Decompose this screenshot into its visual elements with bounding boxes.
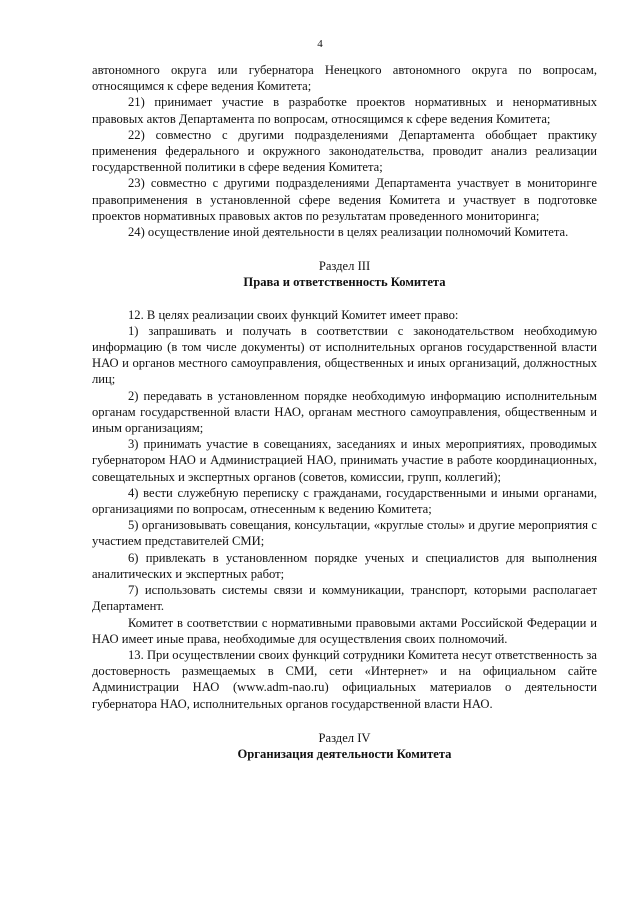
paragraph-13: 13. При осуществлении своих функций сотрудники Комитета несут ответственность за достоверность размещаемых в СМИ, сети «Интернет» и на официальном сайте Администрации НАО (www.adm-nao.ru) официальных материалов о деятельности губернатора НАО, исполнительных органов государственной власти НАО. <box>92 647 597 711</box>
section-4-title: Организация деятельности Комитета <box>237 746 452 761</box>
paragraph-right-5: 5) организовывать совещания, консультации, «круглые столы» и другие мероприятия с участием представителей СМИ; <box>92 518 597 549</box>
paragraph-12: 12. В целях реализации своих функций Комитет имеет право: <box>128 307 459 322</box>
document-body <box>92 62 597 762</box>
spacer <box>92 291 597 307</box>
paragraph-right-2: 2) передавать в установленном порядке необходимую информацию исполнительным органам государственной власти НАО, органам местного самоуправления, общественным и иным организациям; <box>92 388 597 436</box>
spacer <box>92 240 597 258</box>
section-4-label: Раздел IV <box>318 730 371 745</box>
paragraph-item-21: 21) принимает участие в разработке проектов нормативных и ненормативных правовых актов Департамента по вопросам, относящимся к сфере ведения Комитета; <box>92 95 597 126</box>
paragraph-item-22: 22) совместно с другими подразделениями Департамента обобщает практику применения федерального и окружного законодательства, проводит анализ реализации государственной политики в сфере ведения Комитета; <box>92 127 597 175</box>
paragraph-other-rights: Комитет в соответствии с нормативными правовыми актами Российской Федерации и НАО имеет иные права, необходимые для осуществления своих полномочий. <box>92 615 597 646</box>
page-number: 4 <box>317 38 323 50</box>
paragraph-right-4: 4) вести служебную переписку с гражданами, государственными и иными органами, организациями по вопросам, отнесенным к ведению Комитета; <box>92 485 597 517</box>
paragraph-right-7: 7) использовать системы связи и коммуникации, транспорт, которыми располагает Департамент. <box>92 583 597 614</box>
paragraph-right-1: 1) запрашивать и получать в соответствии с законодательством необходимую информацию (в том числе документы) от исполнительных органов государственной власти НАО и органов местного самоуправления, общественных и иных организаций, должностных лиц; <box>92 323 597 387</box>
paragraph-right-3: 3) принимать участие в совещаниях, заседаниях и иных мероприятиях, проводимых губернатором НАО и Администрацией НАО, принимать участие в работе координационных, совещательных и экспертных органов (советов, комиссии, групп, коллегий); <box>92 437 597 484</box>
paragraph-right-6: 6) привлекать в установленном порядке ученых и специалистов для выполнения аналитических и экспертных работ; <box>92 550 597 581</box>
section-3-label: Раздел III <box>318 259 371 274</box>
spacer <box>92 712 597 730</box>
paragraph-continuation: автономного округа или губернатора Ненецкого автономного округа по вопросам, относящимся к сфере ведения Комитета; <box>92 63 597 94</box>
section-3-title: Права и ответственность Комитета <box>243 275 446 290</box>
paragraph-item-24: 24) осуществление иной деятельности в целях реализации полномочий Комитета. <box>128 225 569 240</box>
paragraph-item-23: 23) совместно с другими подразделениями Департамента участвует в мониторинге правоприменения в установленной сфере ведения Комитета и участвует в подготовке проектов нормативных правовых актов по результатам проведенного мониторинга; <box>92 176 597 223</box>
